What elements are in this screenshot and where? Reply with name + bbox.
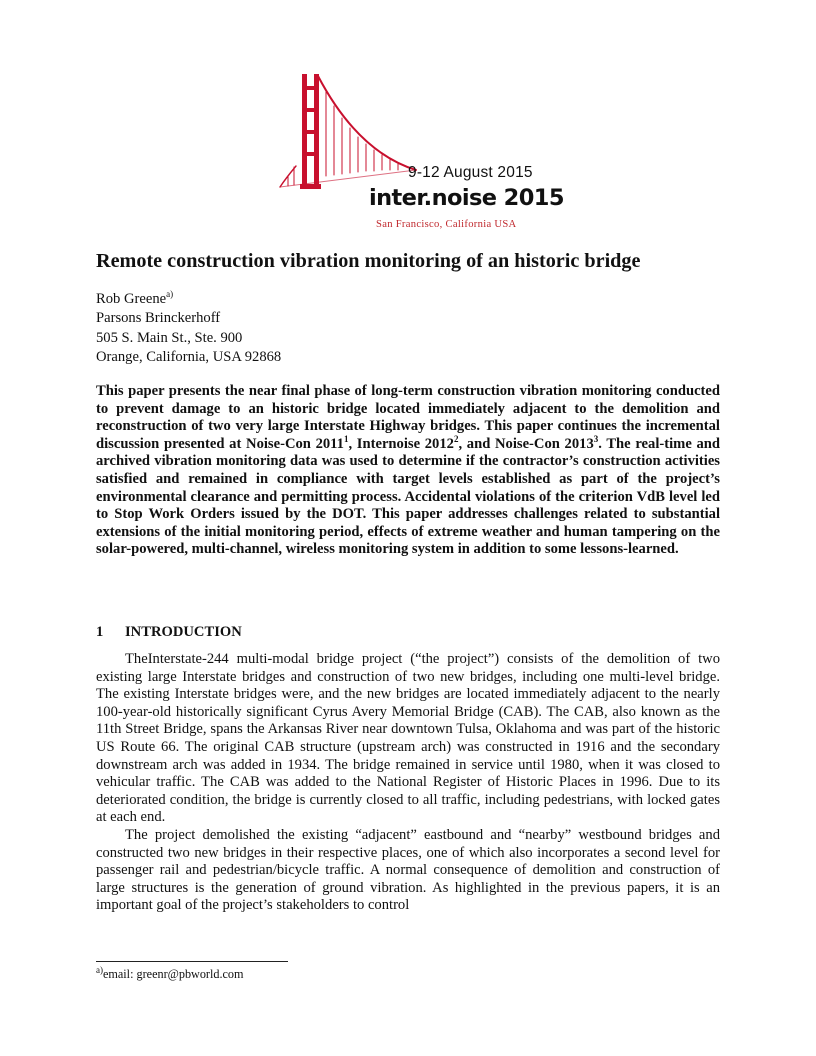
author-organization: Parsons Brinckerhoff bbox=[96, 310, 221, 327]
author-name-line bbox=[96, 290, 736, 309]
footnote-rule bbox=[96, 961, 288, 962]
abstract-text: This paper presents the near final phase of long-term construction vibration monitoring conducted to prevent damage to an historic bridge located immediately adjacent to the demolition and reconstruction of two very large Interstate Highway bridges. This paper continues the incremental discussion presented at Noise-Con 2011 bbox=[96, 383, 720, 452]
logo-location: San Francisco, California USA bbox=[376, 219, 517, 230]
reference-mark: 3 bbox=[593, 433, 599, 444]
author-block bbox=[96, 290, 736, 367]
intro-paragraph-1: TheInterstate-244 multi-modal bridge project (“the project”) consists of the demolition of two existing large Interstate bridges and construction of two new bridges, including one multi-level bridge. The existing Interstate bridges were, and the new bridges are located immediately adjacent to the nearly 100-year-old historically significant Cyrus Avery Memorial Bridge (CAB). The CAB, also known as the 11th Street Bridge, spans the Arkansas River near downtown Tulsa, Oklahoma and was part of the historic US Route 66. The original CAB structure (upstream arch) was constructed in 1916 and the secondary downstream arch was added in 1934. The bridge remained in service until 1980, when it was closed to vehicular traffic. The CAB was added to the National Register of Historic Places in 1996. Due to its deteriorated condition, the bridge is currently closed to all traffic, including pedestrians, with locked gates at each end. bbox=[96, 651, 720, 826]
logo-date: 9-12 August 2015 bbox=[408, 164, 533, 181]
intro-paragraph-2: The project demolished the existing “adjacent” eastbound and “nearby” westbound bridges and constructed two new bridges in their respective places, one of which also incorporates a second level for passenger rail and pedestrian/bicycle traffic. A normal consequence of demolition and construction of large structures is the generation of ground vibration. As highlighted in the previous papers, it is an important goal of the project’s stakeholders to control bbox=[96, 826, 720, 914]
section-heading bbox=[96, 624, 242, 641]
author-name: Rob Greene bbox=[96, 291, 167, 307]
paper-title: Remote construction vibration monitoring of an historic bridge bbox=[96, 250, 641, 272]
conference-logo bbox=[266, 66, 564, 236]
abstract-text: , Internoise 2012 bbox=[348, 435, 454, 452]
reference-mark: 1 bbox=[343, 433, 349, 444]
author-city: Orange, California, USA 92868 bbox=[96, 348, 282, 365]
author-street: 505 S. Main St., Ste. 900 bbox=[96, 329, 243, 346]
section-number: 1 bbox=[96, 624, 104, 640]
footnote bbox=[96, 964, 244, 982]
abstract-text: , and Noise-Con 2013 bbox=[458, 435, 594, 452]
author-affiliation-mark: a) bbox=[166, 289, 174, 300]
logo-name: inter.noise 2015 bbox=[369, 185, 564, 211]
footnote-mark: a) bbox=[96, 964, 103, 975]
section-title: INTRODUCTION bbox=[125, 624, 242, 640]
footnote-email: email: greenr@pbworld.com bbox=[103, 967, 244, 981]
abstract-text: . The real-time and archived vibration monitoring data was used to determine if the contractor’s construction activities satisfied and remained in compliance with target levels established as part of the project’s environmental clearance and permitting process. Accidental violations of the criterion VdB level led to Stop Work Orders issued by the DOT. This paper addresses challenges related to substantial extensions of the initial monitoring period, effects of extreme weather and human tampering on the solar-powered, multi-channel, wireless monitoring system in addition to some lessons-learned. bbox=[96, 435, 721, 558]
abstract bbox=[96, 383, 720, 559]
reference-mark: 2 bbox=[453, 433, 459, 444]
introduction-body bbox=[96, 651, 720, 915]
